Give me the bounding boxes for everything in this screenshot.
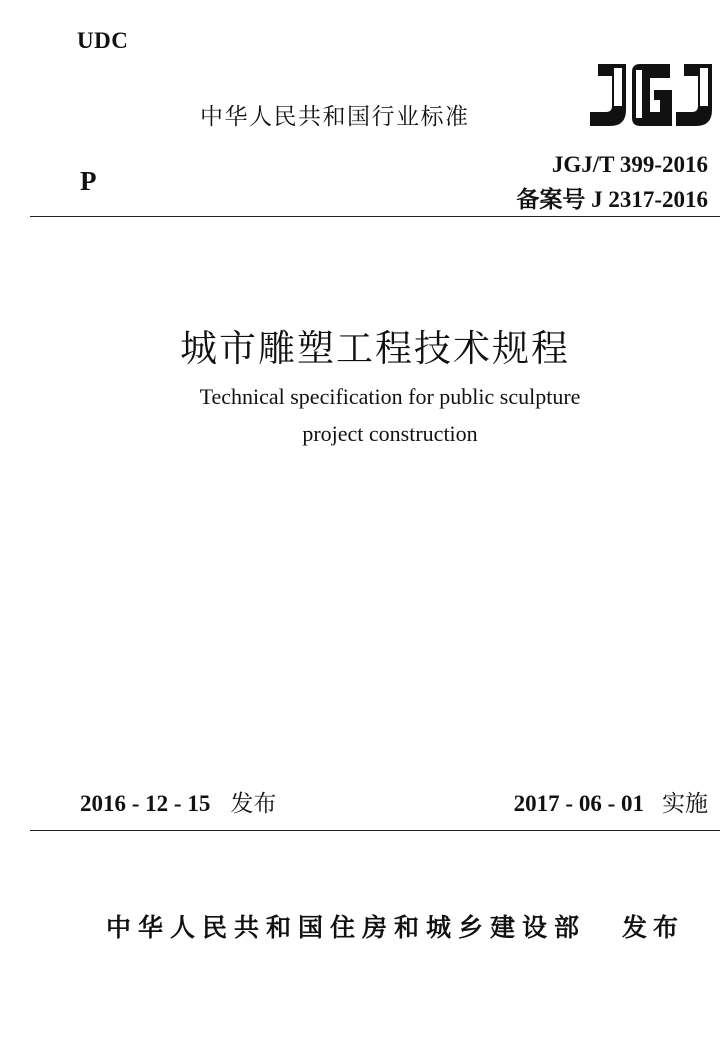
title-english-line1: Technical specification for public sculpture: [199, 384, 581, 409]
category-label: P: [80, 166, 97, 196]
udc-label: UDC: [77, 28, 129, 53]
bottom-divider: [30, 830, 720, 831]
issue-date-block: [80, 785, 276, 818]
issue-label: 发布: [230, 791, 277, 817]
title-chinese: 城市雕塑工程技术规程: [180, 327, 570, 370]
record-number: 备案号 J 2317-2016: [516, 187, 708, 212]
issue-date: 2016 - 12 - 15: [80, 791, 211, 816]
title-english-line2: project construction: [302, 421, 478, 446]
implement-label: 实施: [662, 791, 708, 817]
standard-type-heading: 中华人民共和国行业标准: [200, 104, 470, 130]
jgj-logo: [584, 62, 714, 128]
implement-date: 2017 - 06 - 01: [513, 791, 644, 816]
title-english: [0, 378, 720, 452]
publisher-name: 中华人民共和国住房和城乡建设部: [106, 913, 587, 942]
publisher-action: 发布: [622, 913, 685, 942]
top-divider: [30, 216, 720, 217]
standard-number: JGJ/T 399-2016: [551, 152, 708, 177]
implement-date-block: [514, 785, 708, 818]
